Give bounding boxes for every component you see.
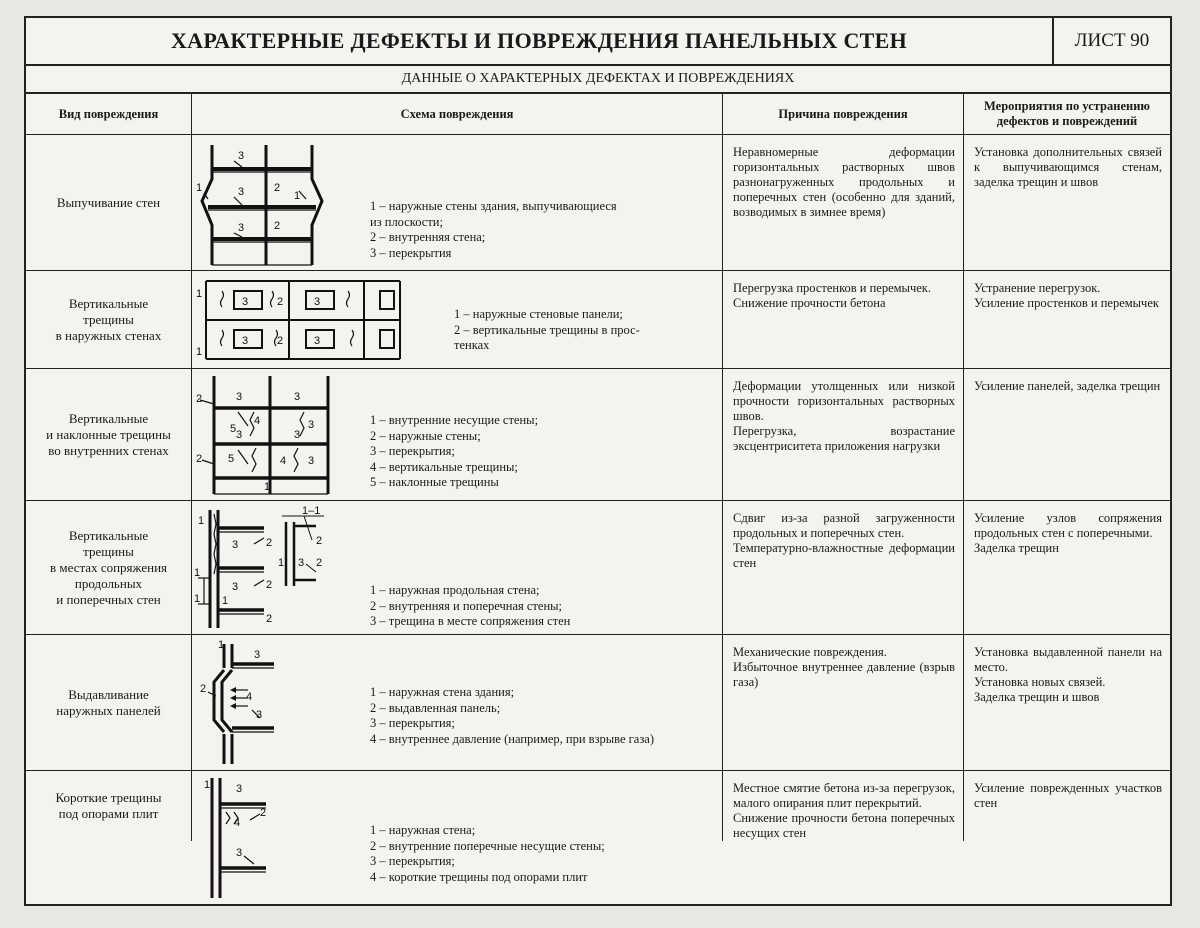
cause-text: Деформации утолщенных или низкой прочности горизонтальных растворных швов. [733,379,955,423]
cause-cell [723,771,964,842]
legend-line: 2 – наружные стены; [370,428,481,443]
label-1: 1 [196,346,203,358]
label-3: 3 [242,335,249,347]
header-fix-line2: дефектов и повреждений [996,114,1138,128]
type-line: под опорами плит [58,806,159,821]
fix-cell [964,369,1171,501]
type-line: Короткие трещины [55,790,162,805]
cause-cell [723,271,964,369]
label-3: 3 [238,186,245,198]
type-line: в наружных стенах [55,327,162,343]
label-3: 3 [308,419,315,431]
legend-line: 3 – перекрытия [370,245,452,260]
section-label: 1–1 [302,505,321,517]
legend-line: 3 – перекрытия; [370,444,455,458]
header-scheme: Схема повреждения [192,94,723,135]
type-line: во внутренних стенах [48,442,169,458]
legend-line: из плоскости; [370,214,443,229]
fix-cell [964,771,1171,842]
label-3: 3 [238,222,245,234]
label-3: 3 [232,581,239,593]
panel-pushout-diagram [194,638,294,768]
cause-text: Местное смятие бетона из-за перегрузок, малого опирания плит перекрытий. [733,781,955,810]
type-line: продольных [74,575,143,591]
type-cell [26,271,192,369]
fix-text: Заделка трещин [974,541,1059,555]
legend-line: 2 – вертикальные трещины в прос- [454,322,640,337]
scheme-cell [192,635,723,771]
table-row [26,501,1170,635]
legend-line: 3 – трещина в месте сопряжения стен [370,614,571,628]
type-line: Вертикальные [68,527,149,543]
label-3: 3 [242,296,249,308]
label-5: 5 [228,453,235,465]
label-1: 1 [194,567,201,579]
cause-cell [723,501,964,635]
table-row [26,369,1170,501]
label-3: 3 [236,391,243,403]
scheme-legend [370,413,538,491]
label-1: 1 [198,515,205,527]
label-3: 3 [294,391,301,403]
table-row [26,271,1170,369]
type-line: трещины [83,311,134,327]
table-subtitle: ДАННЫЕ О ХАРАКТЕРНЫХ ДЕФЕКТАХ И ПОВРЕЖДЕНИЯХ [26,66,1170,94]
fix-text: Усиление простенков и перемычек [974,296,1159,310]
sheet-number: ЛИСТ 90 [1074,30,1150,51]
label-1: 1 [196,182,203,194]
scheme-legend [370,685,654,747]
legend-line: 3 – перекрытия; [370,716,455,730]
label-1: 1 [194,593,201,605]
scheme-cell [192,135,723,271]
type-line: Вертикальные [68,295,149,311]
junction-cracks-diagram [194,504,374,632]
cause-text: Перегрузка, возрастание эксцентриситета приложения нагрузки [733,424,955,453]
legend-line: 1 – наружные стены здания, выпучивающиеся [370,199,617,213]
cause-text: Снижение прочности бетона поперечных несущих стен [733,811,955,840]
fix-text: Заделка трещин и швов [974,690,1100,704]
label-2: 2 [266,579,273,591]
defects-sheet [24,16,1172,906]
type-line: в местах сопряжения [49,559,168,575]
label-4: 4 [234,817,241,829]
type-line: наружных панелей [56,702,161,718]
label-3: 3 [308,455,315,467]
legend-line: 2 – внутренняя стена; [370,230,486,244]
label-4: 4 [254,415,261,427]
table-row [26,771,1170,842]
fix-text: Устранение перегрузок. [974,281,1101,295]
fix-cell [964,501,1171,635]
scheme-cell [192,771,723,884]
cause-cell [723,135,964,271]
scheme-cell [192,271,723,369]
legend-line: тенках [454,338,490,352]
type-line: Выпучивание стен [56,194,161,210]
fix-text: Усиление поврежденных участков стен [974,781,1162,810]
label-3: 3 [238,150,245,162]
label-2: 2 [274,182,281,194]
label-2: 2 [266,613,273,625]
legend-line: 2 – выдавленная панель; [370,700,501,715]
label-5: 5 [230,423,237,435]
label-2: 2 [260,807,267,819]
label-2: 2 [196,453,203,465]
label-2: 2 [277,335,284,347]
table-row [26,635,1170,771]
label-4: 4 [246,691,253,703]
scheme-legend [370,583,570,630]
legend-line: 1 – внутренние несущие стены; [370,413,539,427]
label-3: 3 [256,709,263,721]
label-2: 2 [274,220,281,232]
fix-cell [964,135,1171,271]
label-3: 3 [298,557,305,569]
label-3: 3 [232,539,239,551]
scheme-cell [192,501,723,635]
header-fix [964,94,1171,135]
cause-text: Избыточное внутреннее давление (взрыв газа) [733,660,955,689]
label-2: 2 [316,557,323,569]
type-cell [26,771,192,842]
label-3: 3 [314,296,321,308]
scheme-legend [370,199,617,261]
legend-line: 1 – наружная стена; [370,823,476,837]
label-1: 1 [222,595,229,607]
fix-text: Усиление панелей, заделка трещин [974,379,1161,393]
label-1: 1 [294,190,301,202]
cause-text: Снижение прочности бетона [733,296,886,310]
label-2: 2 [316,535,323,547]
label-1: 1 [218,639,225,651]
legend-line: 4 – короткие трещины под опорами плит [370,869,588,884]
cause-cell [723,369,964,501]
defects-table [26,94,1170,884]
type-line: Выдавливание [68,686,149,702]
header-fix-line1: Мероприятия по устранению [984,99,1150,113]
label-3: 3 [236,783,243,795]
cause-text: Сдвиг из-за разной загруженности продольных и поперечных стен. [733,511,955,540]
exterior-cracks-diagram [194,275,414,365]
type-line: Вертикальные [68,410,149,426]
fix-cell [964,635,1171,771]
scheme-legend [370,823,605,885]
scheme-cell [192,369,723,501]
table-header-row [26,94,1170,135]
cause-cell [723,635,964,771]
legend-line: 2 – внутренняя и поперечная стены; [370,598,563,613]
title-row [26,18,1170,66]
fix-text: Установка дополнительных связей к выпучивающимся стенам, заделка трещин и швов [974,145,1162,189]
header-type: Вид повреждения [26,94,192,135]
fix-text: Установка выдавленной панели на место. [974,645,1162,674]
legend-line: 1 – наружная стена здания; [370,685,515,699]
slab-support-cracks-diagram [194,774,294,902]
label-4: 4 [280,455,287,467]
fix-cell [964,271,1171,369]
legend-line: 2 – внутренние поперечные несущие стены; [370,838,605,853]
label-2: 2 [200,683,207,695]
label-1: 1 [196,288,203,300]
fix-text: Установка новых связей. [974,675,1106,689]
label-3: 3 [254,649,261,661]
cause-text: Перегрузка простенков и перемычек. [733,281,931,295]
label-1: 1 [278,557,285,569]
header-cause: Причина повреждения [723,94,964,135]
table-row [26,135,1170,271]
type-line: трещины [83,543,134,559]
fix-text: Усиление узлов сопряжения продольных стен с поперечными. [974,511,1162,540]
label-3: 3 [294,429,301,441]
label-1: 1 [264,481,271,493]
type-cell [26,369,192,501]
type-cell [26,501,192,635]
bulging-walls-diagram [194,139,334,269]
legend-line: 4 – вертикальные трещины; [370,459,518,474]
cause-text: Неравномерные деформации горизонтальных растворных швов разнонагруженных продольных и поперечных стен (особенно для зданий, возводимых в зимнее время) [733,145,955,219]
legend-line: 5 – наклонные трещины [370,475,499,489]
label-3: 3 [314,335,321,347]
type-line: и поперечных стен [56,591,161,607]
label-3: 3 [236,847,243,859]
scheme-legend [454,307,640,354]
legend-line: 1 – наружная продольная стена; [370,583,540,597]
label-2: 2 [266,537,273,549]
label-2: 2 [196,393,203,405]
cause-text: Механические повреждения. [733,645,887,659]
legend-line: 3 – перекрытия; [370,854,455,868]
legend-line: 1 – наружные стеновые панели; [454,307,623,321]
legend-line: 4 – внутреннее давление (например, при взрыве газа) [370,731,654,746]
type-cell [26,135,192,271]
label-1: 1 [204,779,211,791]
interior-cracks-diagram [194,372,344,498]
label-3: 3 [236,429,243,441]
type-line: и наклонные трещины [46,426,171,442]
type-cell [26,635,192,771]
cause-text: Температурно-влажностные деформации стен [733,541,955,570]
page-title: ХАРАКТЕРНЫЕ ДЕФЕКТЫ И ПОВРЕЖДЕНИЯ ПАНЕЛЬНЫХ СТЕН [26,18,1054,64]
label-2: 2 [277,296,284,308]
